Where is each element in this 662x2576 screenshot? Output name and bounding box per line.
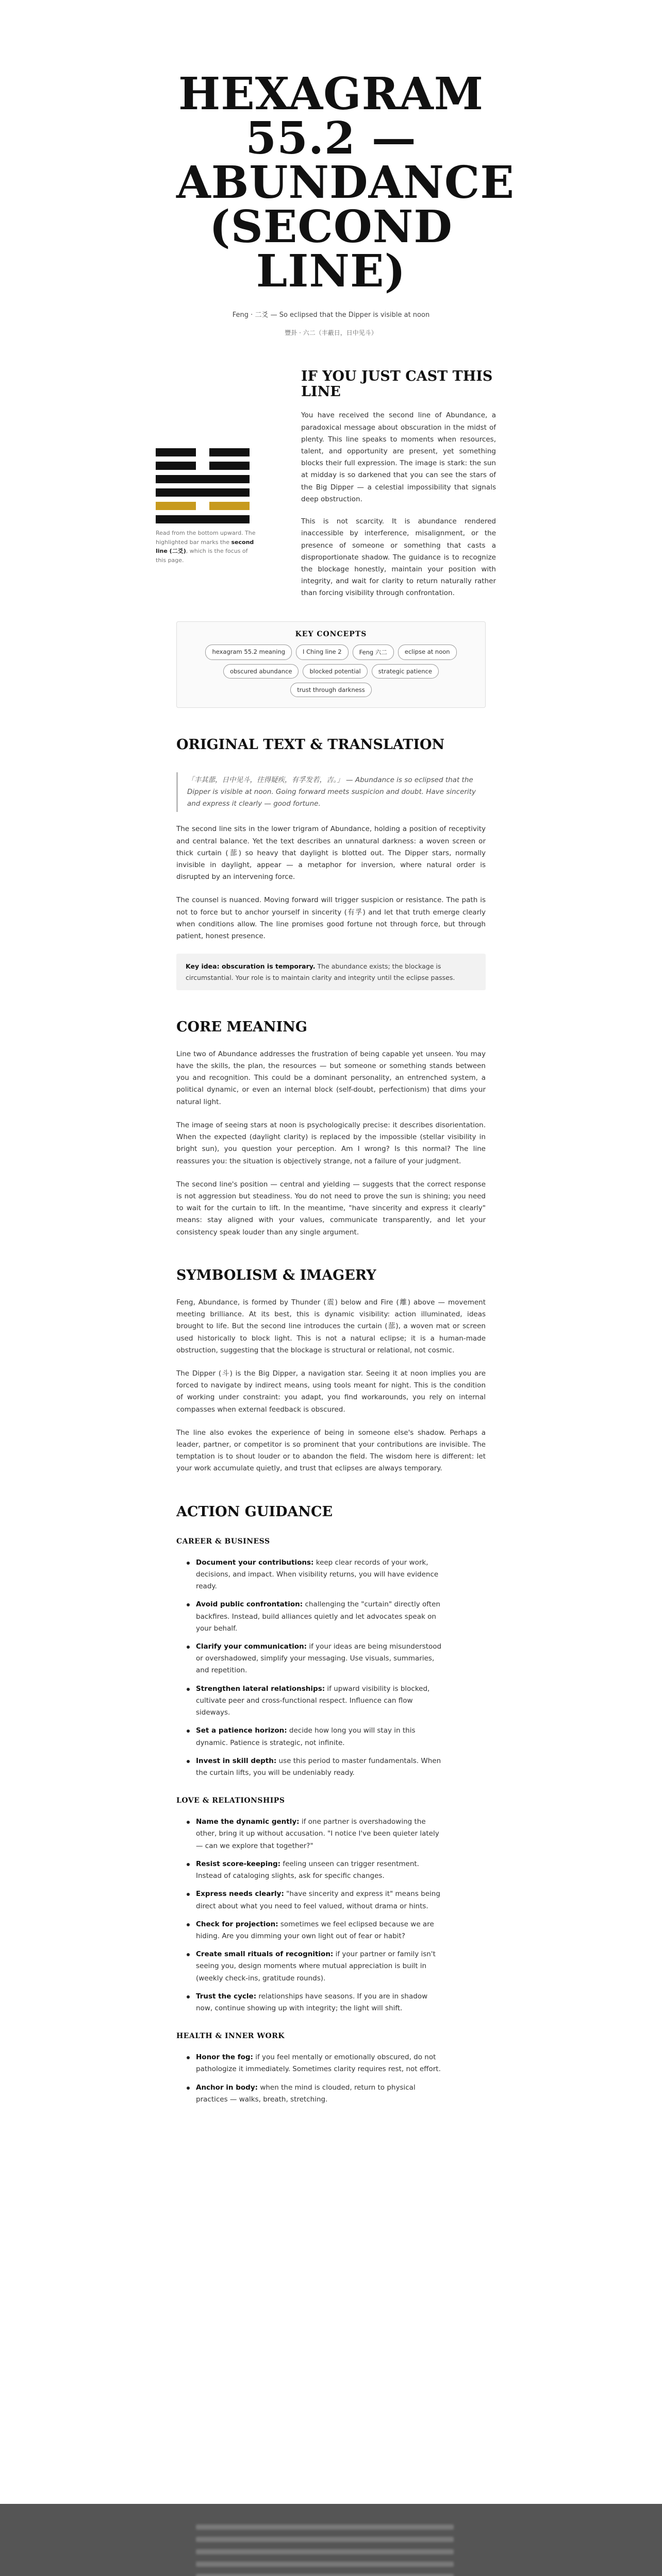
concept-tag[interactable]: strategic patience — [372, 664, 439, 679]
list-item: Resist score-keeping: feeling unseen can trigger resentment. Instead of cataloging slights, ask for specific changes. — [196, 1858, 444, 1882]
core-meaning-section — [176, 1019, 486, 1239]
list-item: Honor the fog: if you feel mentally or emotionally obscured, do not pathologize it immediately. Sometimes clarity requires rest, not effort. — [196, 2052, 444, 2075]
intro-section — [156, 369, 496, 600]
concept-tag[interactable]: blocked potential — [303, 664, 367, 679]
concept-tag[interactable]: eclipse at noon — [398, 645, 457, 660]
section-paragraph: The image of seeing stars at noon is psychologically precise: it describes disorientation. When the expected (daylight clarity) is replaced by the impossible (stellar visibility in bright sun), you question your perception. Am I wrong? Is this normal? The line reassures you: the situation is objectively strange, not a failure of your judgment. — [176, 1121, 486, 1165]
section-paragraph: The line also evokes the experience of being in someone else's shadow. Perhaps a leader, partner, or competitor is so prominent that your contributions are invisible. The temptation is to shout louder or to abandon the field. The wisdom here is different: let your work accumulate quietly, and trust that eclipses are always temporary. — [176, 1428, 486, 1473]
intro-text — [301, 369, 496, 600]
list-item: Set a patience horizon: decide how long you will stay in this dynamic. Patience is strategic, not infinite. — [196, 1725, 444, 1749]
page-subtitle-chinese: 豐卦 · 六二（丰蔽日，日中见斗） — [285, 329, 377, 336]
list-item: Document your contributions: keep clear records of your work, decisions, and impact. When visibility returns, you will have evidence ready. — [196, 1557, 444, 1593]
list-item: Express needs clearly: "have sincerity and express it" means being direct about what you need to feel valued, without drama or hints. — [196, 1888, 444, 1912]
hexagram-line-1 — [156, 515, 250, 523]
section-paragraph: Feng, Abundance, is formed by Thunder (震) below and Fire (離) above — movement meeting brilliance. At its best, this is dynamic visibility: action illuminated, ideas brought to life. But the second line introduces the curtain (蔀), a woven mat or screen used historically to block light. This is not a natural eclipse; it is a human-made obstruction, suggesting that the blockage is structural or relational, not cosmic. — [176, 1298, 486, 1354]
key-concepts-box — [176, 621, 486, 708]
hexagram-line-2-highlighted — [156, 502, 250, 510]
section-paragraph: The second line sits in the lower trigram of Abundance, holding a position of receptivity and central balance. Yet the text describes an unnatural darkness: a woven screen or thick curtain (蔀) so heavy that daylight is blotted out. The Dipper stars, normally invisible in daylight, appear — a metaphor for inversion, where natural order is disrupted by an intervening force. — [176, 825, 486, 882]
key-concepts-title: KEY CONCEPTS — [295, 630, 367, 638]
hexagram-line-6 — [156, 448, 250, 456]
section-heading: CORE MEANING — [176, 1019, 307, 1035]
section-paragraph: The counsel is nuanced. Moving forward will trigger suspicion or resistance. The path is not to force but to anchor yourself in sincerity (有孚) and let that truth emerge clearly when conditions allow. The line promises good fortune not through force, but through patient, honest presence. — [176, 896, 486, 941]
love-list — [176, 1816, 444, 2014]
list-item: Avoid public confrontation: challenging the "curtain" directly often backfires. Instead, build alliances quietly and let advocates speak on your behalf. — [196, 1599, 444, 1635]
section-heading: ACTION GUIDANCE — [176, 1503, 333, 1520]
hexagram-figure — [156, 369, 264, 600]
section-paragraph: Line two of Abundance addresses the frustration of being capable yet unseen. You may have the skills, the plan, the resources — but someone or something stands between you and recognition. This could be a dominant personality, an entrenched system, a political dynamic, or even an internal block (self-doubt, perfectionism) that dims your natural light. — [176, 1049, 486, 1106]
concept-tag[interactable]: Feng 六二 — [353, 645, 394, 660]
health-list — [176, 2052, 444, 2106]
concept-tag[interactable]: I Ching line 2 — [296, 645, 349, 660]
article — [156, 0, 515, 2106]
key-idea-note: Key idea: obscuration is temporary. The abundance exists; the blockage is circumstantial. Your role is to maintain clarity and integrity until the eclipse passes. — [176, 954, 486, 990]
list-item: Strengthen lateral relationships: if upward visibility is blocked, cultivate peer and cross-functional respect. Influence can flow sideways. — [196, 1683, 444, 1719]
hexagram-line-5 — [156, 462, 250, 470]
subsection-heading: CAREER & BUSINESS — [176, 1537, 270, 1546]
section-heading: ORIGINAL TEXT & TRANSLATION — [176, 736, 445, 753]
figure-caption: Read from the bottom upward. The highlighted bar marks the second line (二爻), which is the focus of this page. — [156, 530, 256, 564]
page-subtitle: Feng · 二爻 — So eclipsed that the Dipper is visible at noon — [232, 311, 430, 319]
list-item: Check for projection: sometimes we feel eclipsed because we are hiding. Are you dimming your own light out of fear or habit? — [196, 1919, 444, 1942]
symbolism-section — [176, 1267, 486, 1475]
section-heading: SYMBOLISM & IMAGERY — [176, 1267, 376, 1283]
hexagram-line-3 — [156, 488, 250, 497]
action-guidance-section — [176, 1504, 486, 2106]
concept-tag[interactable]: obscured abundance — [223, 664, 299, 679]
list-item: Create small rituals of recognition: if your partner or family isn't seeing you, design moments where mutual appreciation is built in (weekly check-ins, gratitude rounds). — [196, 1948, 444, 1985]
list-item: Trust the cycle: relationships have seasons. If you are in shadow now, continue showing up with integrity; the light will shift. — [196, 1991, 444, 2014]
concept-tag[interactable]: trust through darkness — [290, 683, 372, 697]
original-text-section — [176, 737, 486, 990]
page-title: HEXAGRAM 55.2 — ABUNDANCE (SECOND LINE) — [176, 68, 515, 297]
section-paragraph: The second line's position — central and yielding — suggests that the correct response is not aggression but steadiness. You do not need to prove the sun is shining; you need to wait for the curtain to lift. In the meantime, "have sincerity and express it clearly" means: stay aligned with your values, communicate transparently, and let your consistency speak louder than any single argument. — [176, 1180, 486, 1236]
list-item: Anchor in body: when the mind is clouded, return to physical practices — walks, breath, stretching. — [196, 2082, 444, 2106]
intro-heading: IF YOU JUST CAST THIS LINE — [301, 368, 493, 400]
blurred-content — [176, 2524, 486, 2576]
list-item: Clarify your communication: if your ideas are being misunderstood or overshadowed, simplify your messaging. Use visuals, summaries, and repetition. — [196, 1641, 444, 1677]
hexagram-line-4 — [156, 475, 250, 483]
subsection-heading: HEALTH & INNER WORK — [176, 2032, 285, 2041]
intro-paragraph: You have received the second line of Abundance, a paradoxical message about obscuration in the midst of plenty. This line speaks to moments when resources, talent, and opportunity are present, yet something blocks their full expression. The image is stark: the sun at midday is so darkened that you can see the stars of the Big Dipper — a celestial impossibility that signals deep obstruction. — [301, 411, 496, 503]
concept-tag[interactable]: hexagram 55.2 meaning — [205, 645, 292, 660]
list-item: Invest in skill depth: use this period to master fundamentals. When the curtain lifts, you will be undeniably ready. — [196, 1755, 444, 1779]
intro-paragraph: This is not scarcity. It is abundance rendered inaccessible by interference, misalignment, or the presence of someone or something that casts a disproportionate shadow. The guidance is to recognize the blockage honestly, maintain your position with integrity, and wait for clarity to return naturally rather than forcing visibility through confrontation. — [301, 517, 496, 598]
career-list — [176, 1557, 444, 1780]
subsection-heading: LOVE & RELATIONSHIPS — [176, 1797, 285, 1805]
section-paragraph: The Dipper (斗) is the Big Dipper, a navigation star. Seeing it at noon implies you are forced to navigate by indirect means, using tools meant for night. This is the condition of working under constraint: you adapt, you find workarounds, you rely on internal compasses when external feedback is obscured. — [176, 1369, 486, 1414]
list-item: Name the dynamic gently: if one partner is overshadowing the other, bring it up without accusation. "I notice I've been quieter lately — can we explore that together?" — [196, 1816, 444, 1852]
original-quote: 「丰其蔀，日中见斗，往得疑疾，有孚发若，吉。」 — Abundance is so eclipsed that the Dipper is visible at noon. Going forward meets suspicion and doubt. Have sincerity and express it clearly — good fortune. — [176, 772, 486, 812]
paywall-overlay — [0, 2504, 662, 2576]
concept-tags — [184, 645, 478, 697]
